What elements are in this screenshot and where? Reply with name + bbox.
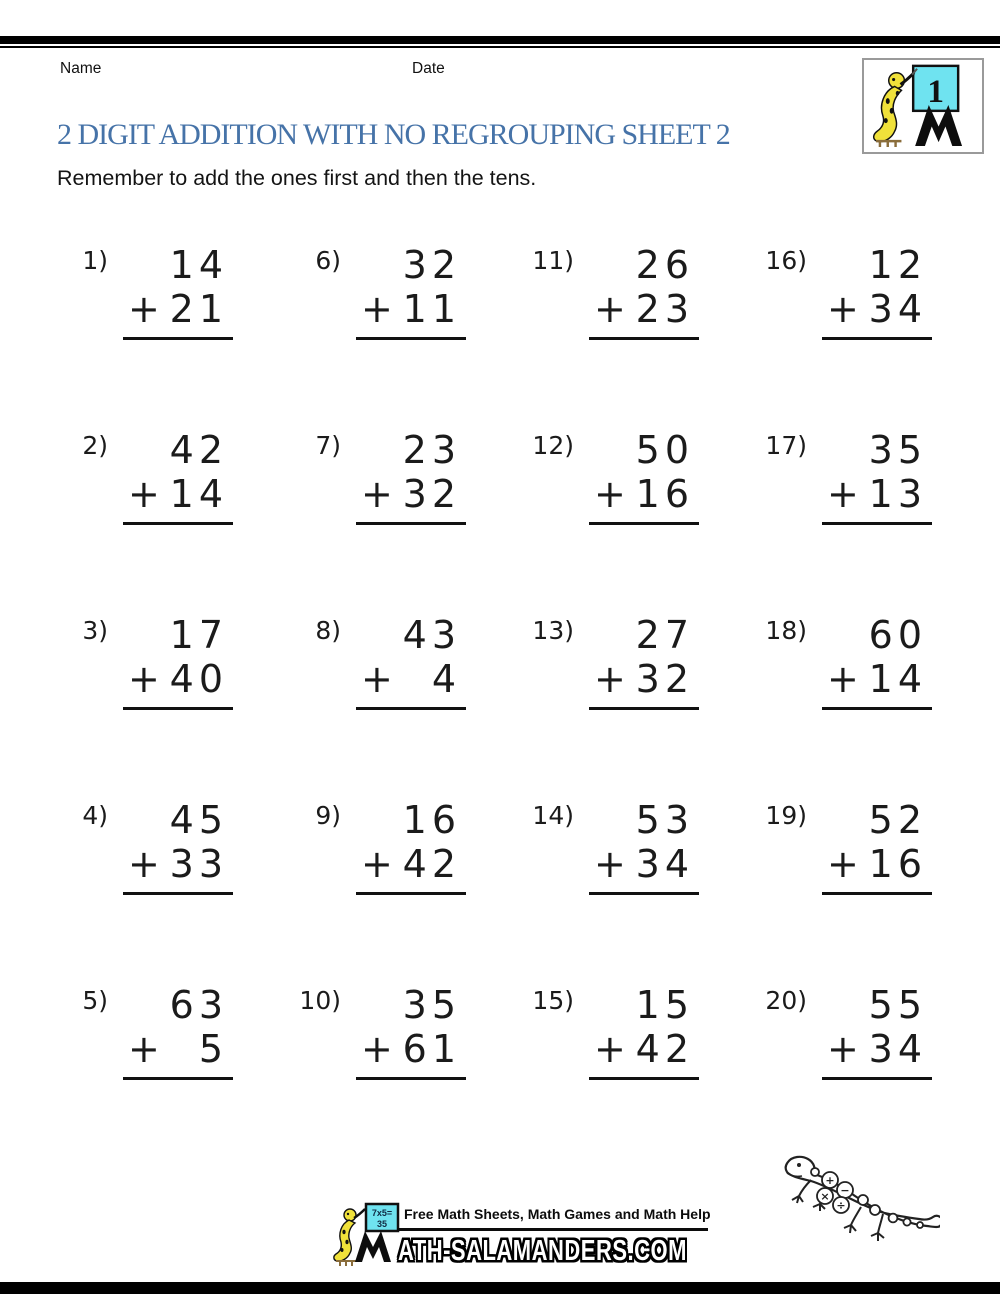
addition-problem [48, 243, 281, 428]
problem-work-area [361, 428, 461, 525]
addend-top: 26 [635, 243, 694, 287]
footer-rule [397, 1228, 708, 1231]
answer-line [123, 522, 233, 525]
problem-work-area [361, 983, 461, 1080]
problem-number: 8) [315, 616, 341, 645]
addition-problem [281, 983, 514, 1168]
plus-operator: + [594, 657, 626, 701]
problem-number: 16) [765, 246, 807, 275]
problem-work-area [361, 243, 461, 340]
addition-problem [281, 428, 514, 613]
addition-problem [514, 613, 747, 798]
date-label: Date [412, 60, 445, 77]
addend-bottom-row [594, 1027, 694, 1071]
addend-top: 60 [868, 613, 927, 657]
addition-problem [747, 428, 980, 613]
addend-top: 35 [868, 428, 927, 472]
addend-top: 45 [169, 798, 228, 842]
problem-work-area [128, 243, 228, 340]
addition-problem [514, 798, 747, 983]
addend-bottom-row [361, 842, 461, 886]
plus-operator: + [361, 842, 393, 886]
addend-top: 15 [635, 983, 694, 1027]
problem-number: 3) [82, 616, 108, 645]
addend-top: 42 [169, 428, 228, 472]
problem-number: 10) [299, 986, 341, 1015]
plus-operator: + [827, 842, 859, 886]
addend-bottom-row [128, 287, 228, 331]
problem-work-area [361, 798, 461, 895]
plus-operator: + [594, 287, 626, 331]
addend-bottom: 33 [169, 842, 228, 886]
salamander-logo-icon [864, 60, 978, 148]
addend-top: 50 [635, 428, 694, 472]
board-equation-line1: 7x5= [371, 1208, 393, 1218]
addend-bottom-row [128, 657, 228, 701]
addend-bottom: 14 [868, 657, 927, 701]
problem-number: 14) [532, 801, 574, 830]
addend-bottom-row [827, 1027, 927, 1071]
answer-line [123, 707, 233, 710]
addition-problem [747, 613, 980, 798]
answer-line [822, 337, 932, 340]
addend-bottom: 21 [169, 287, 228, 331]
addend-bottom-row [827, 472, 927, 516]
problems-grid [48, 243, 980, 1168]
addend-bottom-row [594, 842, 694, 886]
footer-tagline: Free Math Sheets, Math Games and Math Help [404, 1206, 711, 1222]
problem-work-area [361, 613, 461, 710]
logo-number: 1 [927, 73, 944, 111]
addition-problem [48, 428, 281, 613]
problem-work-area [128, 798, 228, 895]
addend-bottom: 4 [431, 657, 461, 701]
addend-bottom: 11 [402, 287, 461, 331]
addition-problem [281, 243, 514, 428]
plus-operator: + [594, 472, 626, 516]
answer-line [589, 1077, 699, 1080]
addend-bottom: 32 [635, 657, 694, 701]
addend-bottom: 13 [868, 472, 927, 516]
addend-top: 53 [635, 798, 694, 842]
addend-bottom: 16 [868, 842, 927, 886]
plus-operator: + [827, 287, 859, 331]
addition-problem [514, 428, 747, 613]
plus-operator: + [128, 657, 160, 701]
problem-work-area [827, 798, 927, 895]
problem-work-area [827, 243, 927, 340]
addition-problem [514, 243, 747, 428]
page-title: 2 DIGIT ADDITION WITH NO REGROUPING SHEET 2 [57, 118, 730, 151]
addend-bottom-row [594, 472, 694, 516]
answer-line [822, 707, 932, 710]
addend-top: 43 [402, 613, 461, 657]
addition-problem [48, 983, 281, 1168]
addend-bottom-row [361, 287, 461, 331]
addition-problem [747, 983, 980, 1168]
answer-line [123, 1077, 233, 1080]
plus-operator: + [361, 657, 393, 701]
problem-number: 2) [82, 431, 108, 460]
problem-work-area [594, 243, 694, 340]
addend-bottom: 34 [868, 1027, 927, 1071]
answer-line [589, 337, 699, 340]
addend-bottom-row [361, 657, 461, 701]
answer-line [123, 337, 233, 340]
answer-line [356, 337, 466, 340]
addition-problem [281, 613, 514, 798]
addition-problem [48, 798, 281, 983]
addend-top: 52 [868, 798, 927, 842]
answer-line [356, 707, 466, 710]
plus-operator: + [827, 1027, 859, 1071]
answer-line [356, 1077, 466, 1080]
addend-bottom-row [827, 842, 927, 886]
problem-work-area [128, 428, 228, 525]
addend-bottom: 14 [169, 472, 228, 516]
name-label: Name [60, 60, 102, 77]
problem-number: 18) [765, 616, 807, 645]
addend-bottom-row [361, 1027, 461, 1071]
addend-top: 14 [169, 243, 228, 287]
addend-bottom: 61 [402, 1027, 461, 1071]
addend-top: 12 [868, 243, 927, 287]
answer-line [356, 522, 466, 525]
plus-operator: + [827, 472, 859, 516]
plus-operator: + [361, 287, 393, 331]
addend-top: 63 [169, 983, 228, 1027]
problem-number: 4) [82, 801, 108, 830]
answer-line [356, 892, 466, 895]
problem-number: 5) [82, 986, 108, 1015]
addend-top: 35 [402, 983, 461, 1027]
addend-bottom-row [128, 842, 228, 886]
addend-bottom: 40 [169, 657, 228, 701]
plus-operator: + [361, 1027, 393, 1071]
problem-work-area [594, 428, 694, 525]
problem-work-area [594, 983, 694, 1080]
problem-work-area [594, 798, 694, 895]
answer-line [589, 707, 699, 710]
answer-line [589, 892, 699, 895]
plus-operator: + [594, 1027, 626, 1071]
problem-number: 7) [315, 431, 341, 460]
answer-line [822, 1077, 932, 1080]
addend-bottom-row [827, 657, 927, 701]
problem-work-area [594, 613, 694, 710]
instructions-text: Remember to add the ones first and then the tens. [57, 166, 537, 190]
problem-work-area [827, 613, 927, 710]
problem-number: 13) [532, 616, 574, 645]
plus-operator: + [128, 472, 160, 516]
plus-symbol: + [825, 1174, 835, 1187]
addend-bottom: 16 [635, 472, 694, 516]
addend-bottom: 5 [198, 1027, 228, 1071]
addend-top: 55 [868, 983, 927, 1027]
minus-symbol: − [840, 1184, 850, 1197]
math-salamander-drawing [775, 1148, 940, 1245]
answer-line [589, 522, 699, 525]
addend-bottom: 32 [402, 472, 461, 516]
board-equation-line2: 35 [376, 1219, 388, 1229]
addend-bottom-row [128, 1027, 228, 1071]
addition-problem [281, 798, 514, 983]
addend-top: 27 [635, 613, 694, 657]
problem-number: 9) [315, 801, 341, 830]
addition-problem [48, 613, 281, 798]
footer-m-logo-icon [355, 1231, 398, 1262]
addend-top: 16 [402, 798, 461, 842]
plus-operator: + [361, 472, 393, 516]
plus-operator: + [594, 842, 626, 886]
addend-top: 32 [402, 243, 461, 287]
addend-bottom: 34 [635, 842, 694, 886]
problem-number: 12) [532, 431, 574, 460]
addend-bottom-row [361, 472, 461, 516]
addend-bottom: 23 [635, 287, 694, 331]
problem-work-area [128, 983, 228, 1080]
addend-top: 17 [169, 613, 228, 657]
addend-bottom-row [128, 472, 228, 516]
problem-work-area [128, 613, 228, 710]
plus-operator: + [128, 1027, 160, 1071]
addend-bottom-row [594, 657, 694, 701]
plus-operator: + [128, 287, 160, 331]
addition-problem [514, 983, 747, 1168]
problem-number: 11) [532, 246, 574, 275]
answer-line [123, 892, 233, 895]
problem-number: 17) [765, 431, 807, 460]
divide-symbol: ÷ [836, 1199, 846, 1212]
top-border-bar [0, 36, 1000, 48]
addend-top: 23 [402, 428, 461, 472]
problem-number: 6) [315, 246, 341, 275]
plus-operator: + [128, 842, 160, 886]
problem-number: 19) [765, 801, 807, 830]
addend-bottom: 42 [402, 842, 461, 886]
problem-work-area [827, 428, 927, 525]
answer-line [822, 892, 932, 895]
problem-number: 20) [765, 986, 807, 1015]
problem-work-area [827, 983, 927, 1080]
addition-problem [747, 798, 980, 983]
problem-number: 1) [82, 246, 108, 275]
addend-bottom: 42 [635, 1027, 694, 1071]
bottom-border-bar [0, 1282, 1000, 1294]
times-symbol: × [820, 1190, 830, 1203]
addend-bottom-row [827, 287, 927, 331]
addend-bottom-row [594, 287, 694, 331]
site-name: ATH-SALAMANDERS.COM [398, 1234, 687, 1267]
addition-problem [747, 243, 980, 428]
site-logo-badge [862, 58, 984, 154]
plus-operator: + [827, 657, 859, 701]
problem-number: 15) [532, 986, 574, 1015]
addend-bottom: 34 [868, 287, 927, 331]
answer-line [822, 522, 932, 525]
